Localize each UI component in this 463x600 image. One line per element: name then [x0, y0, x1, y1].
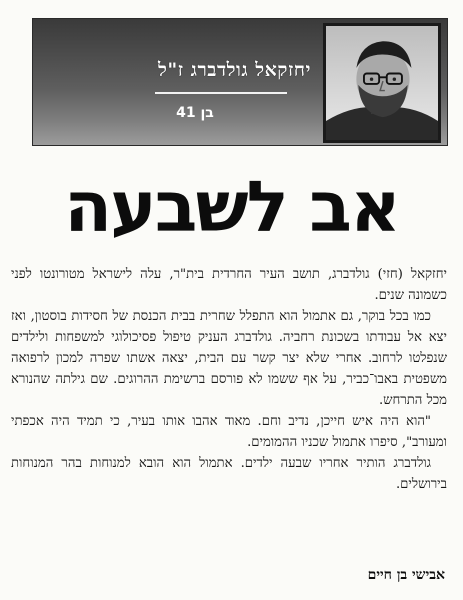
- article-paragraph: כמו בכל בוקר, גם אתמול הוא התפלל שחרית בבית הכנסת של חסידות בוסטון, ואז יצא אל עבודתו בשכונת רחביה. גולדברג העניק טיפול פסיכולוגי למשפחות ולילדים שנפלטו לרחוב. אחרי שלא יצר קשר עם הבית, יצאה אשתו שפרה למכון לרפואה משפטית באבו־כביר, על אף ששמו לא פורסם ברשימת ההרוגים. שם גילתה שהנורא מכל התרחש.: [11, 309, 447, 408]
- obituary-banner: [32, 18, 448, 146]
- portrait-image: [326, 26, 438, 140]
- article-paragraph: יחזקאל (חזי) גולדברג, תושב העיר החרדית בית"ר, עלה לישראל מטורונטו לפני כשמונה שנים.: [11, 267, 447, 303]
- victim-name: יחזקאל גולדברג ז"ל: [157, 59, 311, 81]
- headline: אב לשבעה: [64, 166, 399, 248]
- article-body: [11, 264, 447, 495]
- article-paragraph: גולדברג הותיר אחריו שבעה ילדים. אתמול הוא הובא למנוחות בהר המנוחות בירושלים.: [11, 456, 447, 492]
- portrait-photo: [323, 23, 441, 143]
- article-paragraph: "הוא היה איש חייכן, נדיב וחם. מאוד אהבו אותו בעיר, כי תמיד היה אכפתי ומעורב", סיפרו אתמול שכניו ההמומים.: [11, 414, 447, 450]
- byline: אבישי בן חיים: [367, 567, 445, 583]
- victim-age: בן 41: [176, 105, 214, 121]
- divider-line: [155, 92, 287, 94]
